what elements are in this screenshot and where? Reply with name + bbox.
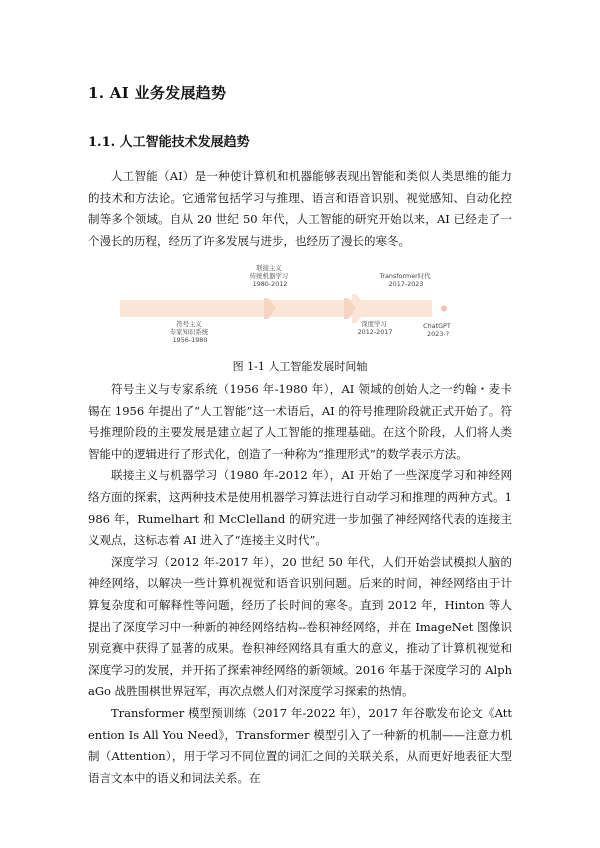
- era-label-transformer: Transformer时代 2017-2023: [379, 272, 431, 288]
- section-heading: 1. AI 业务发展趋势: [88, 84, 227, 102]
- paragraph-connectionism: 联接主义与机器学习（1980 年-2012 年），AI 开始了一些深度学习和神经网络方面的探索，这两种技术是使用机器学习算法进行自动学习和推理的两种方式。1986 年，Rumelhart 和 McClelland 的研究进一步加强了神经网络代表的连接主义观点，这标志着 AI 进入了“连接主义时代”。: [88, 468, 512, 548]
- timeline-diagram: [120, 262, 460, 354]
- intro-paragraph: 人工智能（AI）是一种使计算机和机器能够表现出智能和类似人类思维的能力的技术和方法论。它通常包括学习与推理、语言和语音识别、视觉感知、自动化控制等多个领域。自从 20 世纪 50 年代，人工智能的研究开始以来，AI 已经走了一个漫长的历程，经历了许多发展与进步，也经历了漫长的寒冬。: [88, 169, 512, 248]
- paragraph-symbolism: 符号主义与专家系统（1956 年-1980 年），AI 领域的创始人之一约翰・麦卡锡在 1956 年提出了“人工智能”这一术语后，AI 的符号推理阶段就正式开始了。符号推理阶段的主要发展是建立起了人工智能的推理基础。在这个阶段，人们将人类智能中的逻辑进行了形式化，创造了一种称为“推理形式”的数学表示方法。: [88, 382, 512, 461]
- figure-caption: 图 1-1 人工智能发展时间轴: [232, 360, 368, 373]
- paragraph-transformer: Transformer 模型预训练（2017 年-2022 年），2017 年谷歌发布论文《Attention Is All You Need》，Transformer 模型引入了一种新的机制——注意力机制（Attention），用于学习不同位置的词汇之间的关联关系，从而更好地表征大型语言文本中的语义和词法关系。在: [88, 705, 512, 785]
- subsection-heading: 1.1. 人工智能技术发展趋势: [88, 135, 250, 150]
- era-label-symbolism: 符号主义 专家知识系统 1956-1980: [169, 320, 209, 344]
- timeline-figure: [120, 262, 460, 354]
- era-label-connectionism: 联接主义 传统机器学习 1980-2012: [249, 264, 289, 288]
- paragraph-deep-learning: 深度学习（2012 年-2017 年），20 世纪 50 年代，人们开始尝试模拟人脑的神经网络，以解决一些计算机视觉和语音识别问题。后来的时间，神经网络由于计算复杂度和可解释性等问题，经历了长时间的寒冬。直到 2012 年，Hinton 等人提出了深度学习中一种新的神经网络结构--卷积神经网络，并在 ImageNet 图像识别竞赛中获得了显著的成果。卷积神经网络具有重大的意义，推动了计算机视觉和深度学习的发展，并开拓了探索神经网络的新领域。2016 年基于深度学习的 AlphaGo 战胜围棋世界冠军，再次点燃人们对深度学习探索的热情。: [88, 554, 512, 699]
- era-label-chatgpt: ChatGPT 2023-?: [423, 322, 451, 338]
- intro-block: [88, 166, 512, 252]
- body-text: [88, 379, 512, 789]
- era-label-deep-learning: 深度学习 2012-2017: [357, 320, 393, 336]
- timeline-endpoint-dot: [441, 306, 447, 312]
